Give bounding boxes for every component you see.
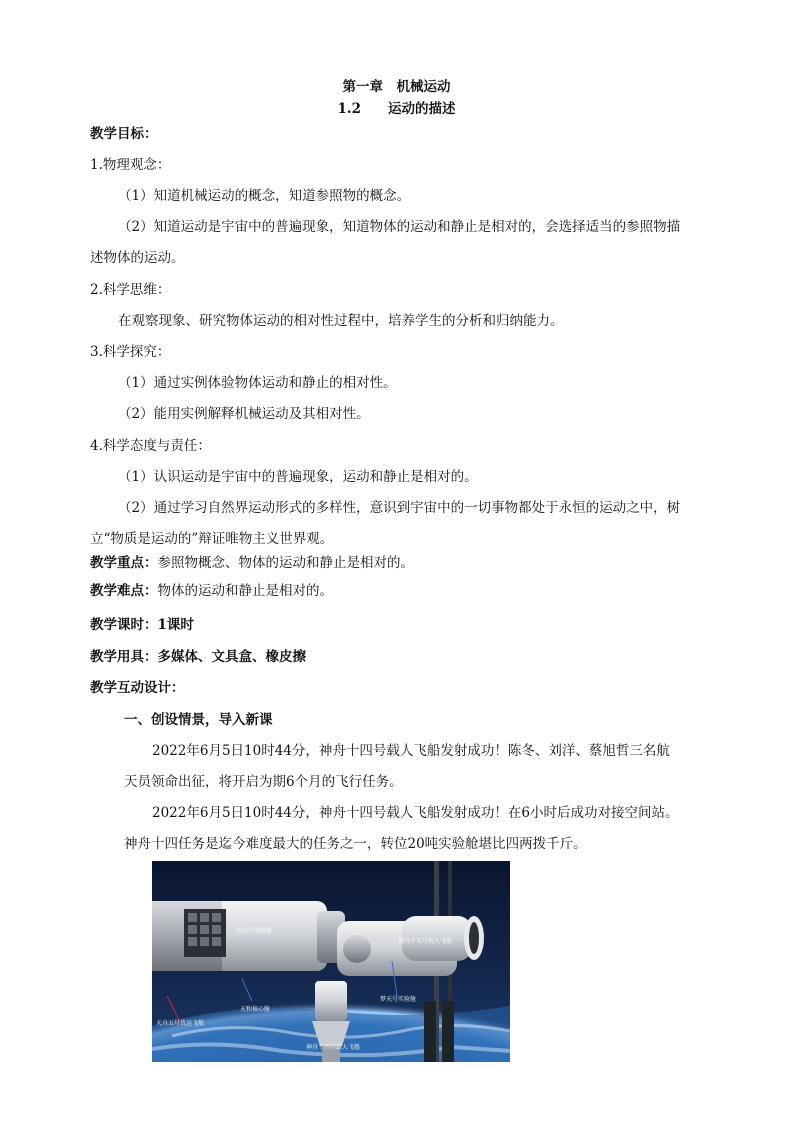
section-title: 1.2 运动的描述	[337, 101, 456, 117]
obj1-item1: （1）知道机械运动的概念，知道参照物的概念。	[118, 188, 411, 204]
difficulty-label: 教学难点：	[90, 583, 158, 599]
label-mengtian: 梦天号实验舱	[380, 996, 417, 1003]
shenzhou14-craft	[315, 981, 347, 1021]
label-shenzhou14: 神舟十四号载人飞船	[306, 1044, 361, 1051]
obj3-heading: 3.科学探究：	[90, 344, 171, 360]
difficulty-points	[90, 582, 333, 600]
obj1-heading: 1.物理观念：	[90, 157, 171, 173]
difficulty-text: 物体的运动和静止是相对的。	[157, 583, 333, 599]
obj4-heading: 4.科学态度与责任：	[90, 438, 211, 454]
window-grid	[184, 909, 226, 957]
key-text: 参照物概念、物体的运动和静止是相对的。	[157, 555, 414, 571]
space-station-photo	[152, 861, 510, 1062]
obj4-item2-line1: （2）通过学习自然界运动形式的多样性，意识到宇宙中的一切事物都处于永恒的运动之中，树	[118, 500, 681, 516]
label-tianhe: 天和核心舱	[240, 1006, 271, 1013]
label-wentian: 问天号实验舱	[236, 928, 273, 935]
part1-heading: 一、创设情景，导入新课	[124, 712, 273, 728]
hours-line: 教学课时：1课时	[90, 617, 194, 633]
objectives-heading: 教学目标：	[90, 126, 158, 142]
obj3-item2: （2）能用实例解释机械运动及其相对性。	[118, 406, 370, 422]
para2-line2: 神舟十四任务是迄今难度最大的任务之一，转位20吨实验舱堪比四两拨千斤。	[124, 836, 587, 852]
obj2-heading: 2.科学思维：	[90, 282, 171, 298]
obj2-item1: 在观察现象、研究物体运动的相对性过程中，培养学生的分析和归纳能力。	[118, 313, 564, 329]
obj3-item1: （1）通过实例体验物体运动和静止的相对性。	[118, 375, 397, 391]
obj4-item2-line2: 立“物质是运动的”辩证唯物主义世界观。	[90, 531, 334, 547]
key-label: 教学重点：	[90, 555, 158, 571]
tools-line: 教学用具：多媒体、文具盒、橡皮擦	[90, 649, 306, 665]
design-heading: 教学互动设计：	[90, 680, 185, 696]
para1-line2: 天员领命出征，将开启为期6个月的飞行任务。	[124, 774, 403, 790]
obj4-item1: （1）认识运动是宇宙中的普遍现象，运动和静止是相对的。	[118, 469, 478, 485]
label-shenzhou15: 神舟十五号载人飞船	[398, 938, 453, 945]
para2-line1: 2022年6月5日10时44分，神舟十四号载人飞船发射成功！在6小时后成功对接空间站。	[152, 805, 679, 821]
chapter-title: 第一章 机械运动	[342, 79, 451, 95]
obj1-item2-line2: 述物体的运动。	[90, 250, 185, 266]
key-points	[90, 554, 414, 572]
label-tianzhou5: 天舟五号货运飞船	[156, 1020, 205, 1027]
para1-line1: 2022年6月5日10时44分，神舟十四号载人飞船发射成功！陈冬、刘洋、蔡旭哲三名航	[152, 743, 670, 759]
obj1-item2-line1: （2）知道运动是宇宙中的普遍现象，知道物体的运动和静止是相对的，会选择适当的参照物描	[118, 219, 681, 235]
